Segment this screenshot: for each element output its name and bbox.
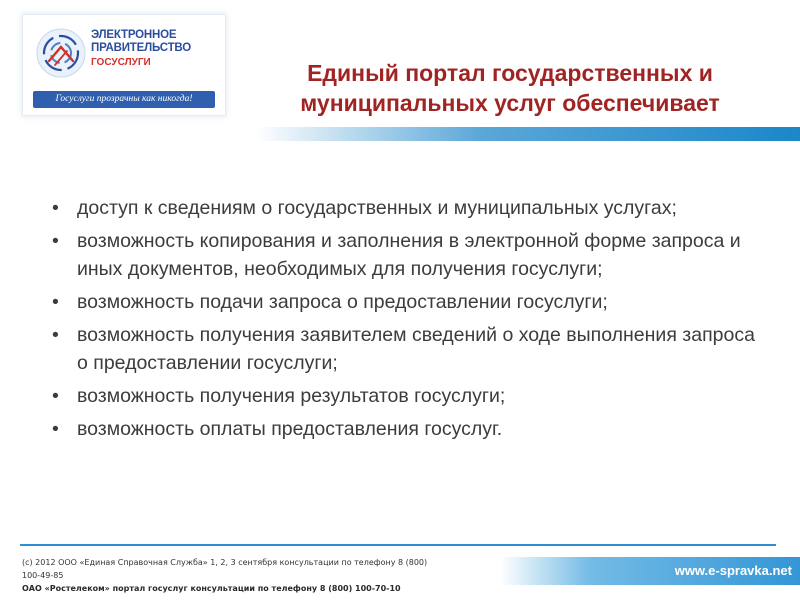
bullet-item	[52, 382, 768, 410]
bullet-list	[52, 194, 768, 448]
logo-slogan: Госуслуги прозрачны как никогда!	[55, 94, 193, 104]
slide-title-line-1: Единый портал государственных и	[307, 60, 713, 86]
bullet-marker: •	[52, 197, 59, 219]
bullet-text: возможность получения заявителем сведений о ходе выполнения запроса о предоставлении госуслуги;	[77, 324, 755, 374]
footer-credits	[22, 556, 562, 595]
bullet-marker: •	[52, 324, 59, 346]
bullet-marker: •	[52, 291, 59, 313]
footer-line-2: 100-49-85	[22, 571, 64, 580]
bullet-item	[52, 288, 768, 316]
logo-wordmark	[91, 29, 223, 69]
header-accent-band	[0, 127, 800, 141]
bullet-item	[52, 321, 768, 377]
bullet-text: возможность копирования и заполнения в электронной форме запроса и иных документов, необходимых для получения госуслуги;	[77, 230, 741, 280]
bullet-item	[52, 227, 768, 283]
logo-line-2: ПРАВИТЕЛЬСТВО	[91, 42, 191, 54]
bullet-text: доступ к сведениям о государственных и муниципальных услугах;	[77, 197, 677, 219]
bullet-item	[52, 194, 768, 222]
bullet-marker: •	[52, 418, 59, 440]
bullet-item	[52, 415, 768, 443]
gosuslugi-logo	[22, 14, 226, 116]
bullet-text: возможность оплаты предоставления госуслуг.	[77, 418, 503, 440]
logo-slogan-bar	[33, 91, 215, 108]
footer-divider	[20, 544, 776, 546]
gosuslugi-emblem-icon	[35, 27, 87, 79]
logo-line-3: ГОСУСЛУГИ	[91, 57, 151, 68]
footer-line-1: (с) 2012 ООО «Единая Справочная Служба» 1, 2, 3 сентября консультации по телефону 8 (800)	[22, 558, 428, 567]
bullet-text: возможность получения результатов госуслуги;	[77, 385, 506, 407]
bullet-text: возможность подачи запроса о предоставлении госуслуги;	[77, 291, 608, 313]
bullet-marker: •	[52, 230, 59, 252]
footer-site-link[interactable]: www.e-spravka.net	[674, 563, 792, 578]
logo-line-1: ЭЛЕКТРОННОЕ	[91, 29, 177, 41]
bullet-marker: •	[52, 385, 59, 407]
footer-line-3: ОАО «Ростелеком» портал госуслуг консультации по телефону 8 (800) 100-70-10	[22, 584, 401, 593]
slide-title	[240, 58, 780, 118]
footer-band	[500, 557, 800, 585]
slide-title-line-2: муниципальных услуг обеспечивает	[300, 90, 720, 116]
